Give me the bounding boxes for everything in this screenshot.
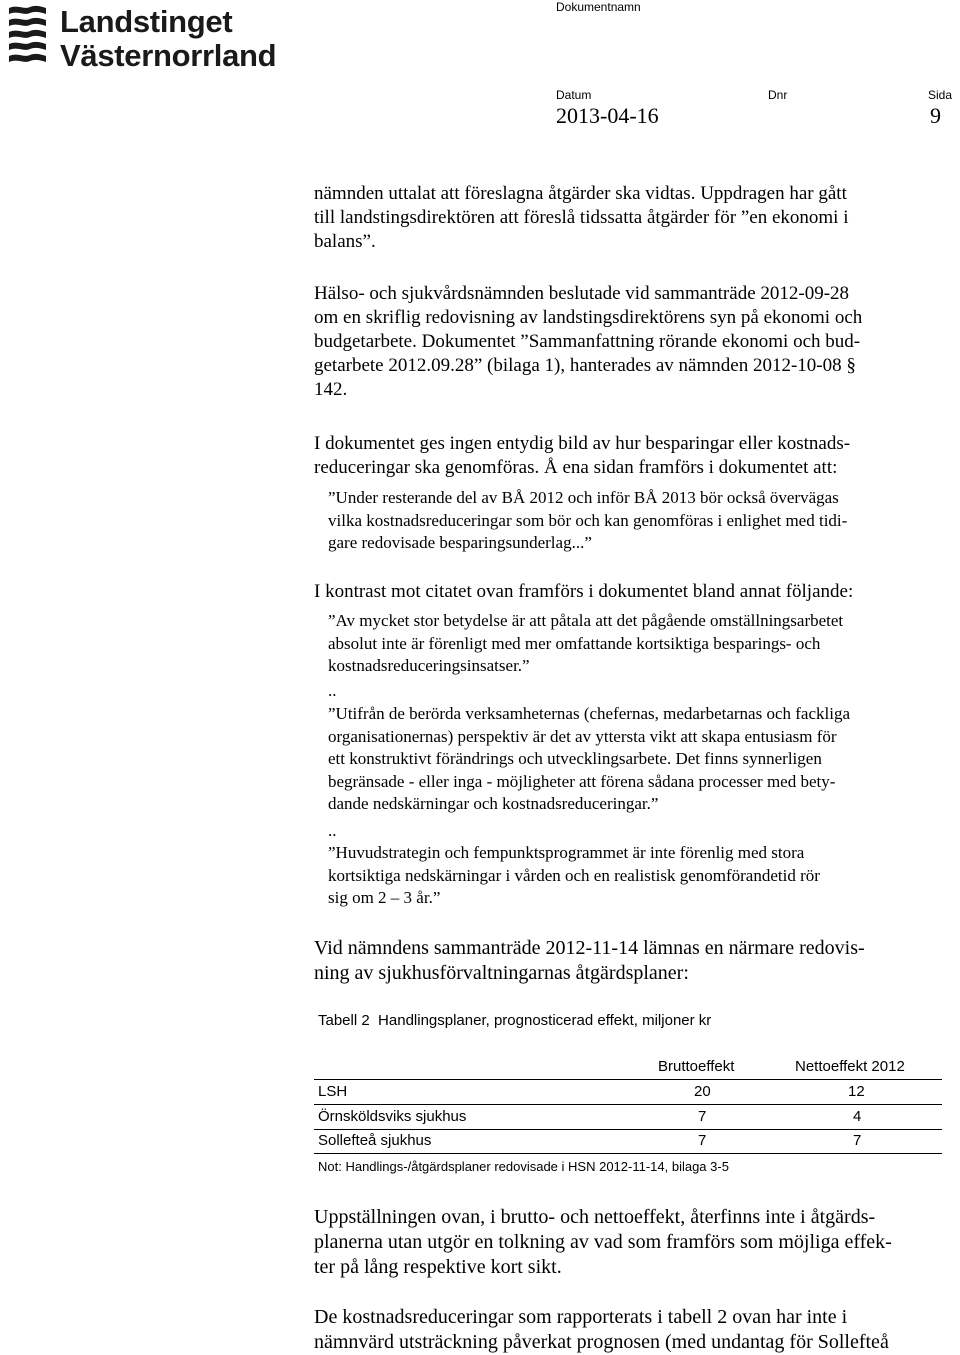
brutto-cell: 7: [698, 1132, 707, 1149]
text-line: getarbete 2012.09.28” (bilaga 1), hanterades av nämnden 2012-10-08 §: [314, 355, 856, 376]
quote-separator: ..: [328, 821, 337, 840]
doc-name-label: Dokumentnamn: [556, 0, 641, 14]
netto-cell: 12: [848, 1083, 865, 1100]
paragraph-6: [314, 1205, 954, 1280]
row-label: Örnsköldsviks sjukhus: [318, 1108, 467, 1125]
brutto-cell: 7: [698, 1108, 707, 1125]
text-line: absolut inte är förenligt med mer omfattande kortsiktiga besparings- och: [328, 633, 821, 653]
organization-logo: [4, 4, 304, 73]
paragraph-1: [314, 182, 954, 254]
text-line: budgetarbete. Dokumentet ”Sammanfattning rörande ekonomi och bud-: [314, 331, 861, 352]
text-line: organisationernas) perspektiv är det av yttersta vikt att skapa entusiasm för: [328, 726, 837, 746]
text-line: reduceringar ska genomföras. Å ena sidan framförs i dokumentet att:: [314, 457, 838, 478]
text-line: till landstingsdirektören att föreslå tidssatta åtgärder för ”en ekonomi i: [314, 207, 849, 228]
text-line: vilka kostnadsreduceringar som bör och kan genomföras i enlighet med tidi-: [328, 510, 848, 530]
logo-mark-icon: [4, 4, 50, 66]
table-caption: [318, 1012, 711, 1029]
paragraph-5: [314, 936, 954, 986]
text-line: begränsade - eller inga - möjligheter att förena sådana processer med bety-: [328, 771, 836, 791]
text-line: ter på lång respektive kort sikt.: [314, 1256, 562, 1278]
paragraph-7: [314, 1305, 954, 1355]
column-header: Nettoeffekt 2012: [795, 1058, 905, 1075]
table-caption-label: Tabell 2: [318, 1012, 370, 1029]
page-label: Sida: [928, 88, 953, 102]
quote-3: [328, 703, 948, 816]
text-line: nämnvärd utsträckning påverkat prognosen (med undantag för Sollefteå: [314, 1331, 889, 1353]
text-line: Uppställningen ovan, i brutto- och nettoeffekt, återfinns inte i åtgärds-: [314, 1206, 876, 1228]
text-line: nämnden uttalat att föreslagna åtgärder ska vidtas. Uppdragen har gått: [314, 183, 847, 204]
date-label: Datum: [556, 88, 592, 102]
quote-2: [328, 610, 948, 678]
row-label: Sollefteå sjukhus: [318, 1132, 432, 1149]
table-rule: [314, 1129, 942, 1130]
text-line: ett konstruktivt förändrings och utvecklingsarbete. Det finns synnerligen: [328, 749, 822, 768]
table-rule: [314, 1153, 942, 1154]
text-line: gare redovisade besparingsunderlag...”: [328, 533, 592, 552]
text-line: Vid nämndens sammanträde 2012-11-14 lämnas en närmare redovis-: [314, 937, 865, 959]
date-value: 2013-04-16: [556, 103, 659, 128]
dnr-label: Dnr: [768, 88, 788, 102]
row-label: LSH: [318, 1083, 348, 1100]
quote-4: [328, 842, 948, 910]
text-line: De kostnadsreduceringar som rapporterats i tabell 2 ovan har inte i: [314, 1306, 848, 1328]
text-line: Hälso- och sjukvårdsnämnden beslutade vid sammanträde 2012-09-28: [314, 283, 850, 304]
text-line: ”Under resterande del av BÅ 2012 och inför BÅ 2013 bör också övervägas: [328, 488, 839, 507]
netto-cell: 7: [853, 1132, 862, 1149]
text-line: I dokumentet ges ingen entydig bild av hur besparingar eller kostnads-: [314, 433, 851, 454]
text-line: balans”.: [314, 231, 376, 252]
table-caption-text: Handlingsplaner, prognosticerad effekt, miljoner kr: [378, 1012, 712, 1029]
text-line: kostnadsreduceringsinsatser.”: [328, 656, 530, 675]
netto-cell: 4: [853, 1108, 862, 1125]
logo-line-2: Västernorrland: [60, 38, 277, 73]
text-line: planerna utan utgör en tolkning av vad som framförs som möjliga effek-: [314, 1231, 892, 1253]
text-line: om en skriflig redovisning av landstingsdirektörens syn på ekonomi och: [314, 307, 863, 328]
table-rule: [314, 1104, 942, 1105]
text-line: ”Av mycket stor betydelse är att påtala att det pågående omställningsarbetet: [328, 611, 844, 630]
text-line: ”Utifrån de berörda verksamheternas (chefernas, medarbetarnas och fackliga: [328, 704, 851, 723]
text-line: dande nedskärningar och kostnadsreduceringar.”: [328, 794, 659, 813]
brutto-cell: 20: [694, 1083, 711, 1100]
table-rule: [314, 1079, 942, 1080]
paragraph-2: [314, 282, 954, 402]
text-line: I kontrast mot citatet ovan framförs i dokumentet bland annat följande:: [314, 581, 854, 602]
text-line: ning av sjukhusförvaltningarnas åtgärdsplaner:: [314, 962, 689, 984]
table-note: Not: Handlings-/åtgärdsplaner redovisade i HSN 2012-11-14, bilaga 3-5: [318, 1159, 729, 1174]
quote-separator: ..: [328, 681, 337, 700]
quote-1: [328, 487, 948, 555]
text-line: 142.: [314, 379, 348, 400]
paragraph-4: [314, 580, 954, 604]
text-line: kortsiktiga nedskärningar i vården och en realistisk genomförandetid rör: [328, 865, 820, 885]
text-line: ”Huvudstrategin och fempunktsprogrammet är inte förenlig med stora: [328, 843, 805, 862]
text-line: sig om 2 – 3 år.”: [328, 888, 441, 907]
column-header: Bruttoeffekt: [658, 1058, 735, 1075]
page-number: 9: [930, 103, 941, 128]
paragraph-3: [314, 432, 954, 480]
logo-line-1: Landstinget: [60, 4, 233, 39]
